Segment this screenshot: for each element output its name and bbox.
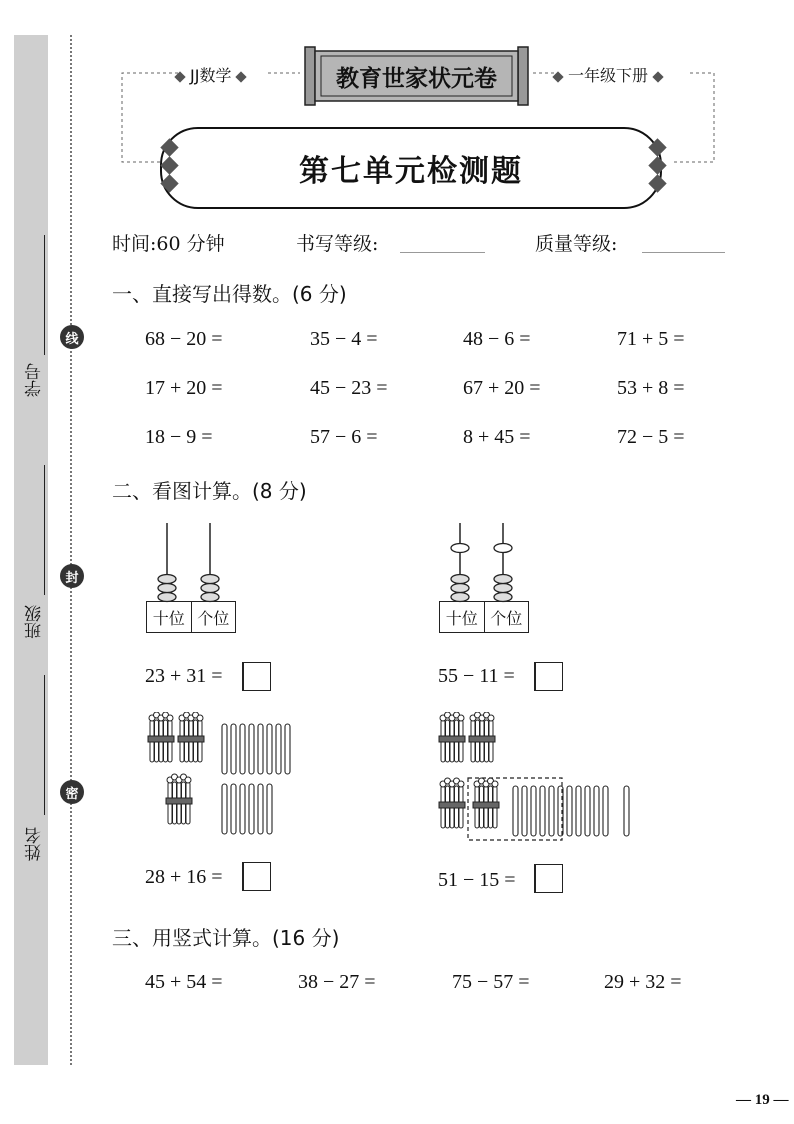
abacus-bead [158,584,176,593]
problem: 23 + 31 = [145,665,223,687]
problem: 68 − 20 = [145,328,223,350]
student-number-line [44,235,45,355]
seal-secret: 密 [60,780,84,804]
stick-bundle-icon [469,712,495,762]
writing-grade-label: 书写等级: [296,233,379,255]
abacus-right-place-table [439,601,529,633]
stick-bundle-icon [439,712,465,762]
single-stick [276,724,281,774]
section1-heading: 一、直接写出得数。(6 分) [112,282,347,306]
answer-box[interactable] [242,662,271,691]
problem: 45 + 54 = [145,971,223,993]
single-stick [567,786,572,836]
single-stick [594,786,599,836]
single-stick [285,724,290,774]
single-stick [540,786,545,836]
problem: 53 + 8 = [617,377,685,399]
section3-heading: 三、用竖式计算。(16 分) [112,926,340,950]
single-stick [240,724,245,774]
stick-bundle-icon [148,712,174,762]
single-stick [222,784,227,834]
tens-label: 十位 [147,602,192,632]
page-title: 第七单元检测题 [299,154,523,189]
grade-tag: 一年级下册 [548,63,668,86]
single-stick [258,784,263,834]
problem: 57 − 6 = [310,426,378,448]
problem: 75 − 57 = [452,971,530,993]
abacus-left-place-table [146,601,236,633]
stick-bundle-icon [473,778,499,828]
title-frame [160,127,662,209]
problem: 29 + 32 = [604,971,682,993]
answer-box[interactable] [534,864,563,893]
page-number: — 19 — [736,1092,789,1108]
time-limit: 时间:60 分钟 [112,233,225,255]
problem: 45 − 23 = [310,377,388,399]
single-stick [267,724,272,774]
writing-grade-field[interactable] [400,252,485,253]
quality-grade-label: 质量等级: [535,233,618,255]
single-stick [267,784,272,834]
problem: 67 + 20 = [463,377,541,399]
sticks-picture-left [140,712,310,842]
single-stick [249,784,254,834]
single-stick [240,784,245,834]
answer-box[interactable] [242,862,271,891]
sticks-picture-right [433,712,648,842]
single-stick [585,786,590,836]
single-stick [576,786,581,836]
stick-bundle-icon [178,712,204,762]
problem: 48 − 6 = [463,328,531,350]
section2-heading: 二、看图计算。(8 分) [112,479,307,503]
abacus-bead [158,575,176,584]
single-stick [222,724,227,774]
single-stick [603,786,608,836]
answer-box[interactable] [534,662,563,691]
single-stick [531,786,536,836]
ones-label: 个位 [197,608,230,628]
problem: 35 − 4 = [310,328,378,350]
abacus-bead [201,584,219,593]
problem: 55 − 11 = [438,665,515,687]
single-stick [231,724,236,774]
problem: 17 + 20 = [145,377,223,399]
seal-line: 线 [60,325,84,349]
class-line [44,465,45,595]
subject-tag: JJ数学 [170,63,251,86]
single-stick [231,784,236,834]
abacus-bead [201,575,219,584]
stick-bundle-icon [166,774,192,824]
problem: 28 + 16 = [145,866,223,888]
single-stick [513,786,518,836]
quality-grade-field[interactable] [642,252,725,253]
stick-bundle-icon [439,778,465,828]
seal-seal: 封 [60,564,84,588]
banner-title: 教育世家状元卷 [336,65,497,92]
name-label: 姓名 [25,827,45,861]
problem: 51 − 15 = [438,869,516,891]
abacus-bead [451,575,469,584]
single-stick [522,786,527,836]
name-line [44,675,45,815]
abacus-bead-crossed [451,544,469,553]
problem: 8 + 45 = [463,426,531,448]
problem: 72 − 5 = [617,426,685,448]
single-stick [624,786,629,836]
class-label: 班级 [25,605,45,639]
abacus-bead [494,575,512,584]
abacus-bead [494,584,512,593]
abacus-bead [451,584,469,593]
problem: 38 − 27 = [298,971,376,993]
problem: 18 − 9 = [145,426,213,448]
single-stick [249,724,254,774]
single-stick [258,724,263,774]
single-stick [549,786,554,836]
abacus-bead-crossed [494,544,512,553]
tens-label: 十位 [440,602,485,632]
ones-label: 个位 [490,608,523,628]
student-number-label: 学号 [25,363,45,397]
problem: 71 + 5 = [617,328,685,350]
